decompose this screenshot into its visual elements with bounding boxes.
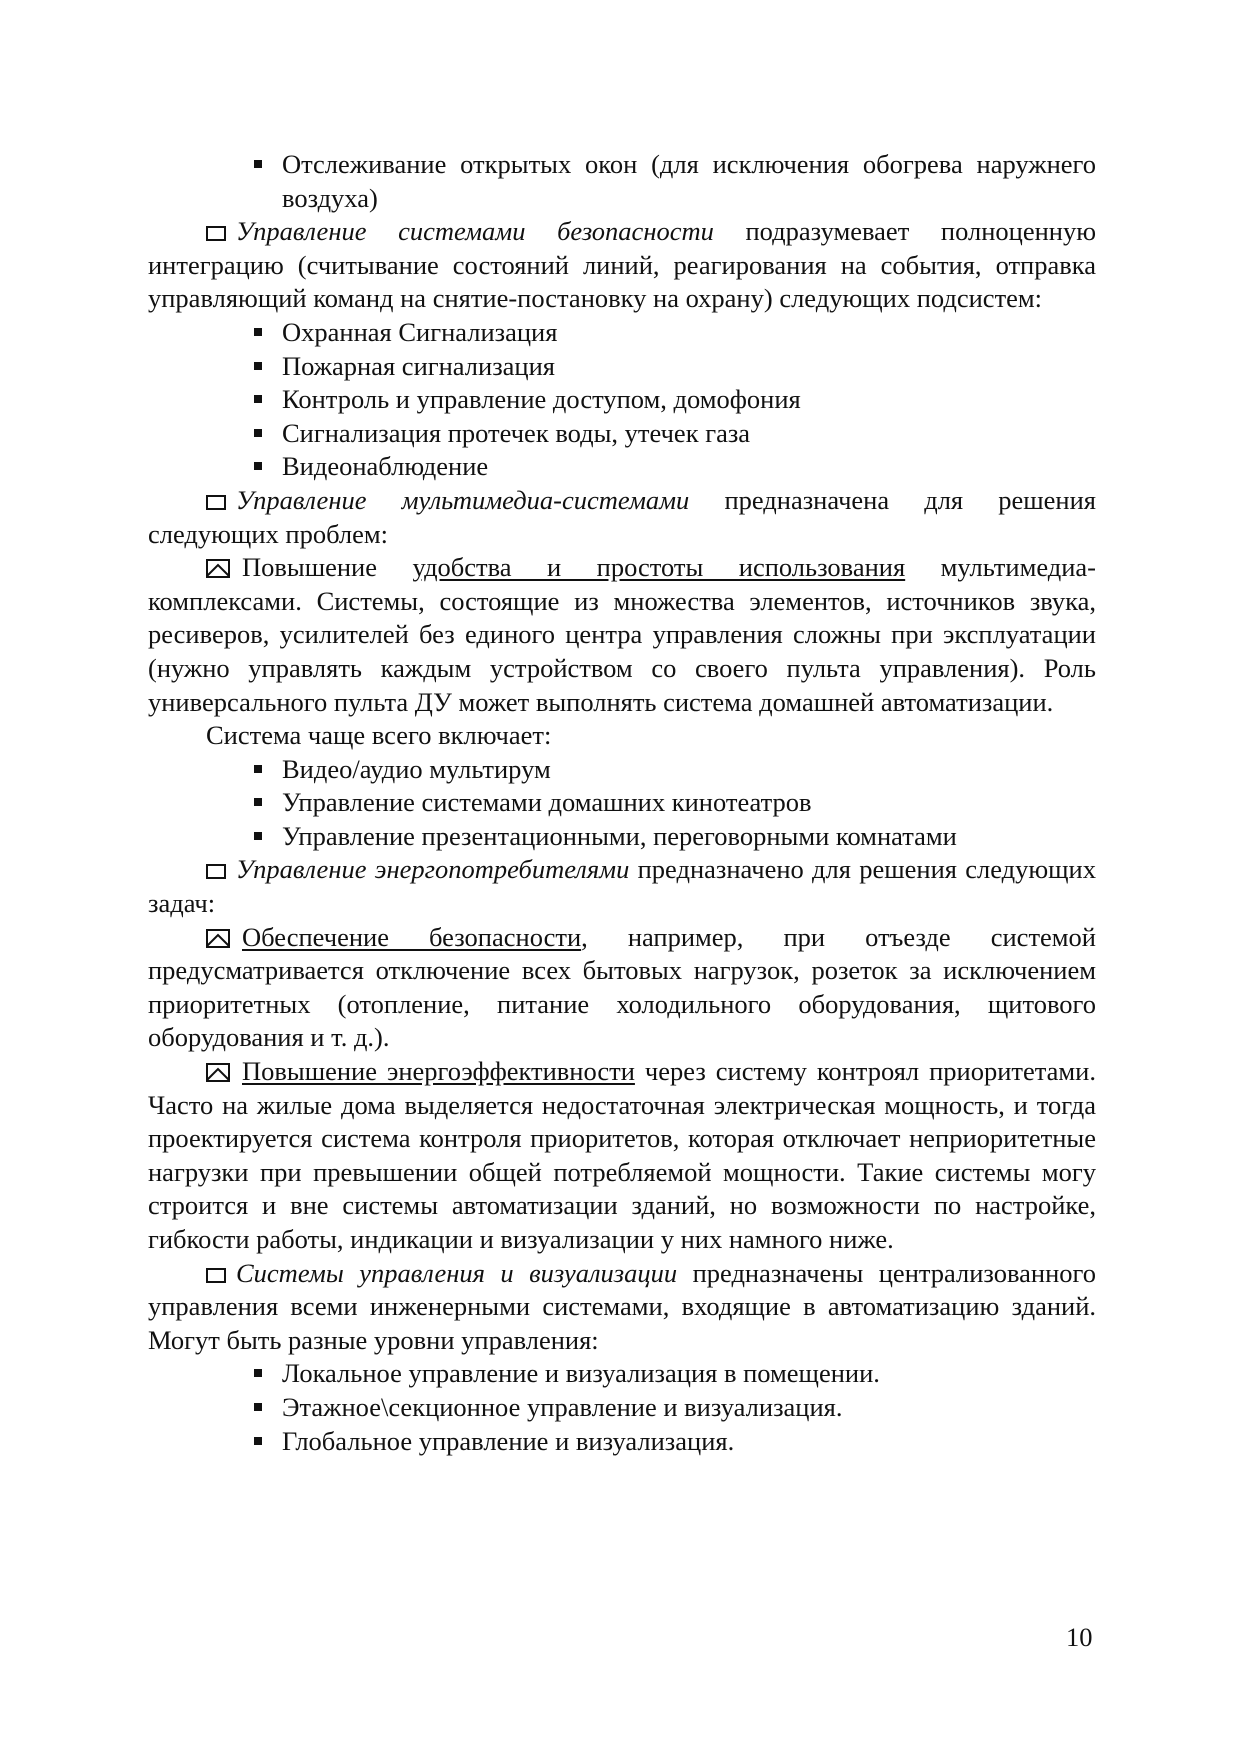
square-outline-icon: [206, 495, 226, 510]
security-title: Управление системами безопасности: [236, 216, 714, 247]
energy-title: Управление энергопотребителями: [236, 854, 630, 885]
multimedia-includes-label: Система чаще всего включает:: [206, 720, 552, 751]
list-item: Локальное управление и визуализация в помещении.: [282, 1357, 1096, 1391]
square-bullet-icon: [254, 832, 262, 840]
list-item: Управление презентационными, переговорными комнатами: [282, 820, 1096, 854]
square-bullet-icon: [254, 429, 262, 437]
square-outline-icon: [206, 864, 226, 879]
square-outline-icon: [206, 226, 226, 241]
list-item: Отслеживание открытых окон (для исключения обогрева наружнего воздуха): [282, 148, 1096, 215]
square-bullet-icon: [254, 328, 262, 336]
square-bullet-icon: [254, 1403, 262, 1411]
list-item: Этажное\секционное управление и визуализация.: [282, 1391, 1096, 1425]
list-item: Сигнализация протечек воды, утечек газа: [282, 417, 1096, 451]
visualization-title: Системы управления и визуализации: [236, 1257, 678, 1288]
security-paragraph: Управление системами безопасности подразумевает полноценную интеграцию (считывание состояний линий, реагирования на события, отправка управляющий команд на снятие-постановку на охрану) следующих подсистем:: [148, 216, 1096, 314]
visualization-paragraph: Системы управления и визуализации предназначены централизованного управления всеми инженерными системами, входящие в автоматизацию зданий. Могут быть разные уровни управления:: [148, 1257, 1096, 1355]
square-bullet-icon: [254, 160, 262, 168]
energy-paragraph: Управление энергопотребителями предназначено для решения следующих задач:: [148, 854, 1096, 919]
energy-point-safety: Обеспечение безопасности, например, при отъезде системой предусматривается отключение всех бытовых нагрузок, розеток за исключением приоритетных (отопление, питание холодильного оборудования, щитового оборудования и т. д.).: [148, 921, 1096, 1053]
envelope-icon: [206, 929, 230, 948]
list-item: Охранная Сигнализация: [282, 316, 1096, 350]
square-outline-icon: [206, 1268, 226, 1283]
list-item: Пожарная сигнализация: [282, 350, 1096, 384]
list-item: Видеонаблюдение: [282, 450, 1096, 484]
page-number: 10: [1066, 1622, 1093, 1652]
square-bullet-icon: [254, 798, 262, 806]
square-bullet-icon: [254, 1369, 262, 1377]
list-item: Контроль и управление доступом, домофония: [282, 383, 1096, 417]
multimedia-paragraph: Управление мультимедиа-системами предназначена для решения следующих проблем:: [148, 484, 1096, 549]
square-bullet-icon: [254, 395, 262, 403]
square-bullet-icon: [254, 765, 262, 773]
envelope-icon: [206, 559, 230, 578]
list-item: Глобальное управление и визуализация.: [282, 1425, 1096, 1459]
multimedia-title: Управление мультимедиа-системами: [236, 484, 690, 515]
list-item: Управление системами домашних кинотеатров: [282, 786, 1096, 820]
envelope-icon: [206, 1063, 230, 1082]
square-bullet-icon: [254, 462, 262, 470]
square-bullet-icon: [254, 362, 262, 370]
list-item: Видео/аудио мультирум: [282, 753, 1096, 787]
energy-point-efficiency: Повышение энергоэффективности через систему контроял приоритетами. Часто на жилые дома выделяется недостаточная электрическая мощность, и тогда проектируется система контроля приоритетов, которая отключает неприоритетные нагрузки при превышении общей потребляемой мощности. Такие системы могу строится и вне системы автоматизации зданий, но возможности по настройке, гибкости работы, индикации и визуализации у них намного ниже.: [148, 1056, 1096, 1254]
multimedia-point: Повышение удобства и простоты использования мультимедиа-комплексами. Системы, состоящие из множества элементов, источников звука, ресиверов, усилителей без единого центра управления сложны при эксплуатации (нужно управлять каждым устройством со своего пульта управления). Роль универсального пульта ДУ может выполнять система домашней автоматизации.: [148, 552, 1097, 717]
square-bullet-icon: [254, 1437, 262, 1445]
document-page: [148, 148, 1096, 1458]
